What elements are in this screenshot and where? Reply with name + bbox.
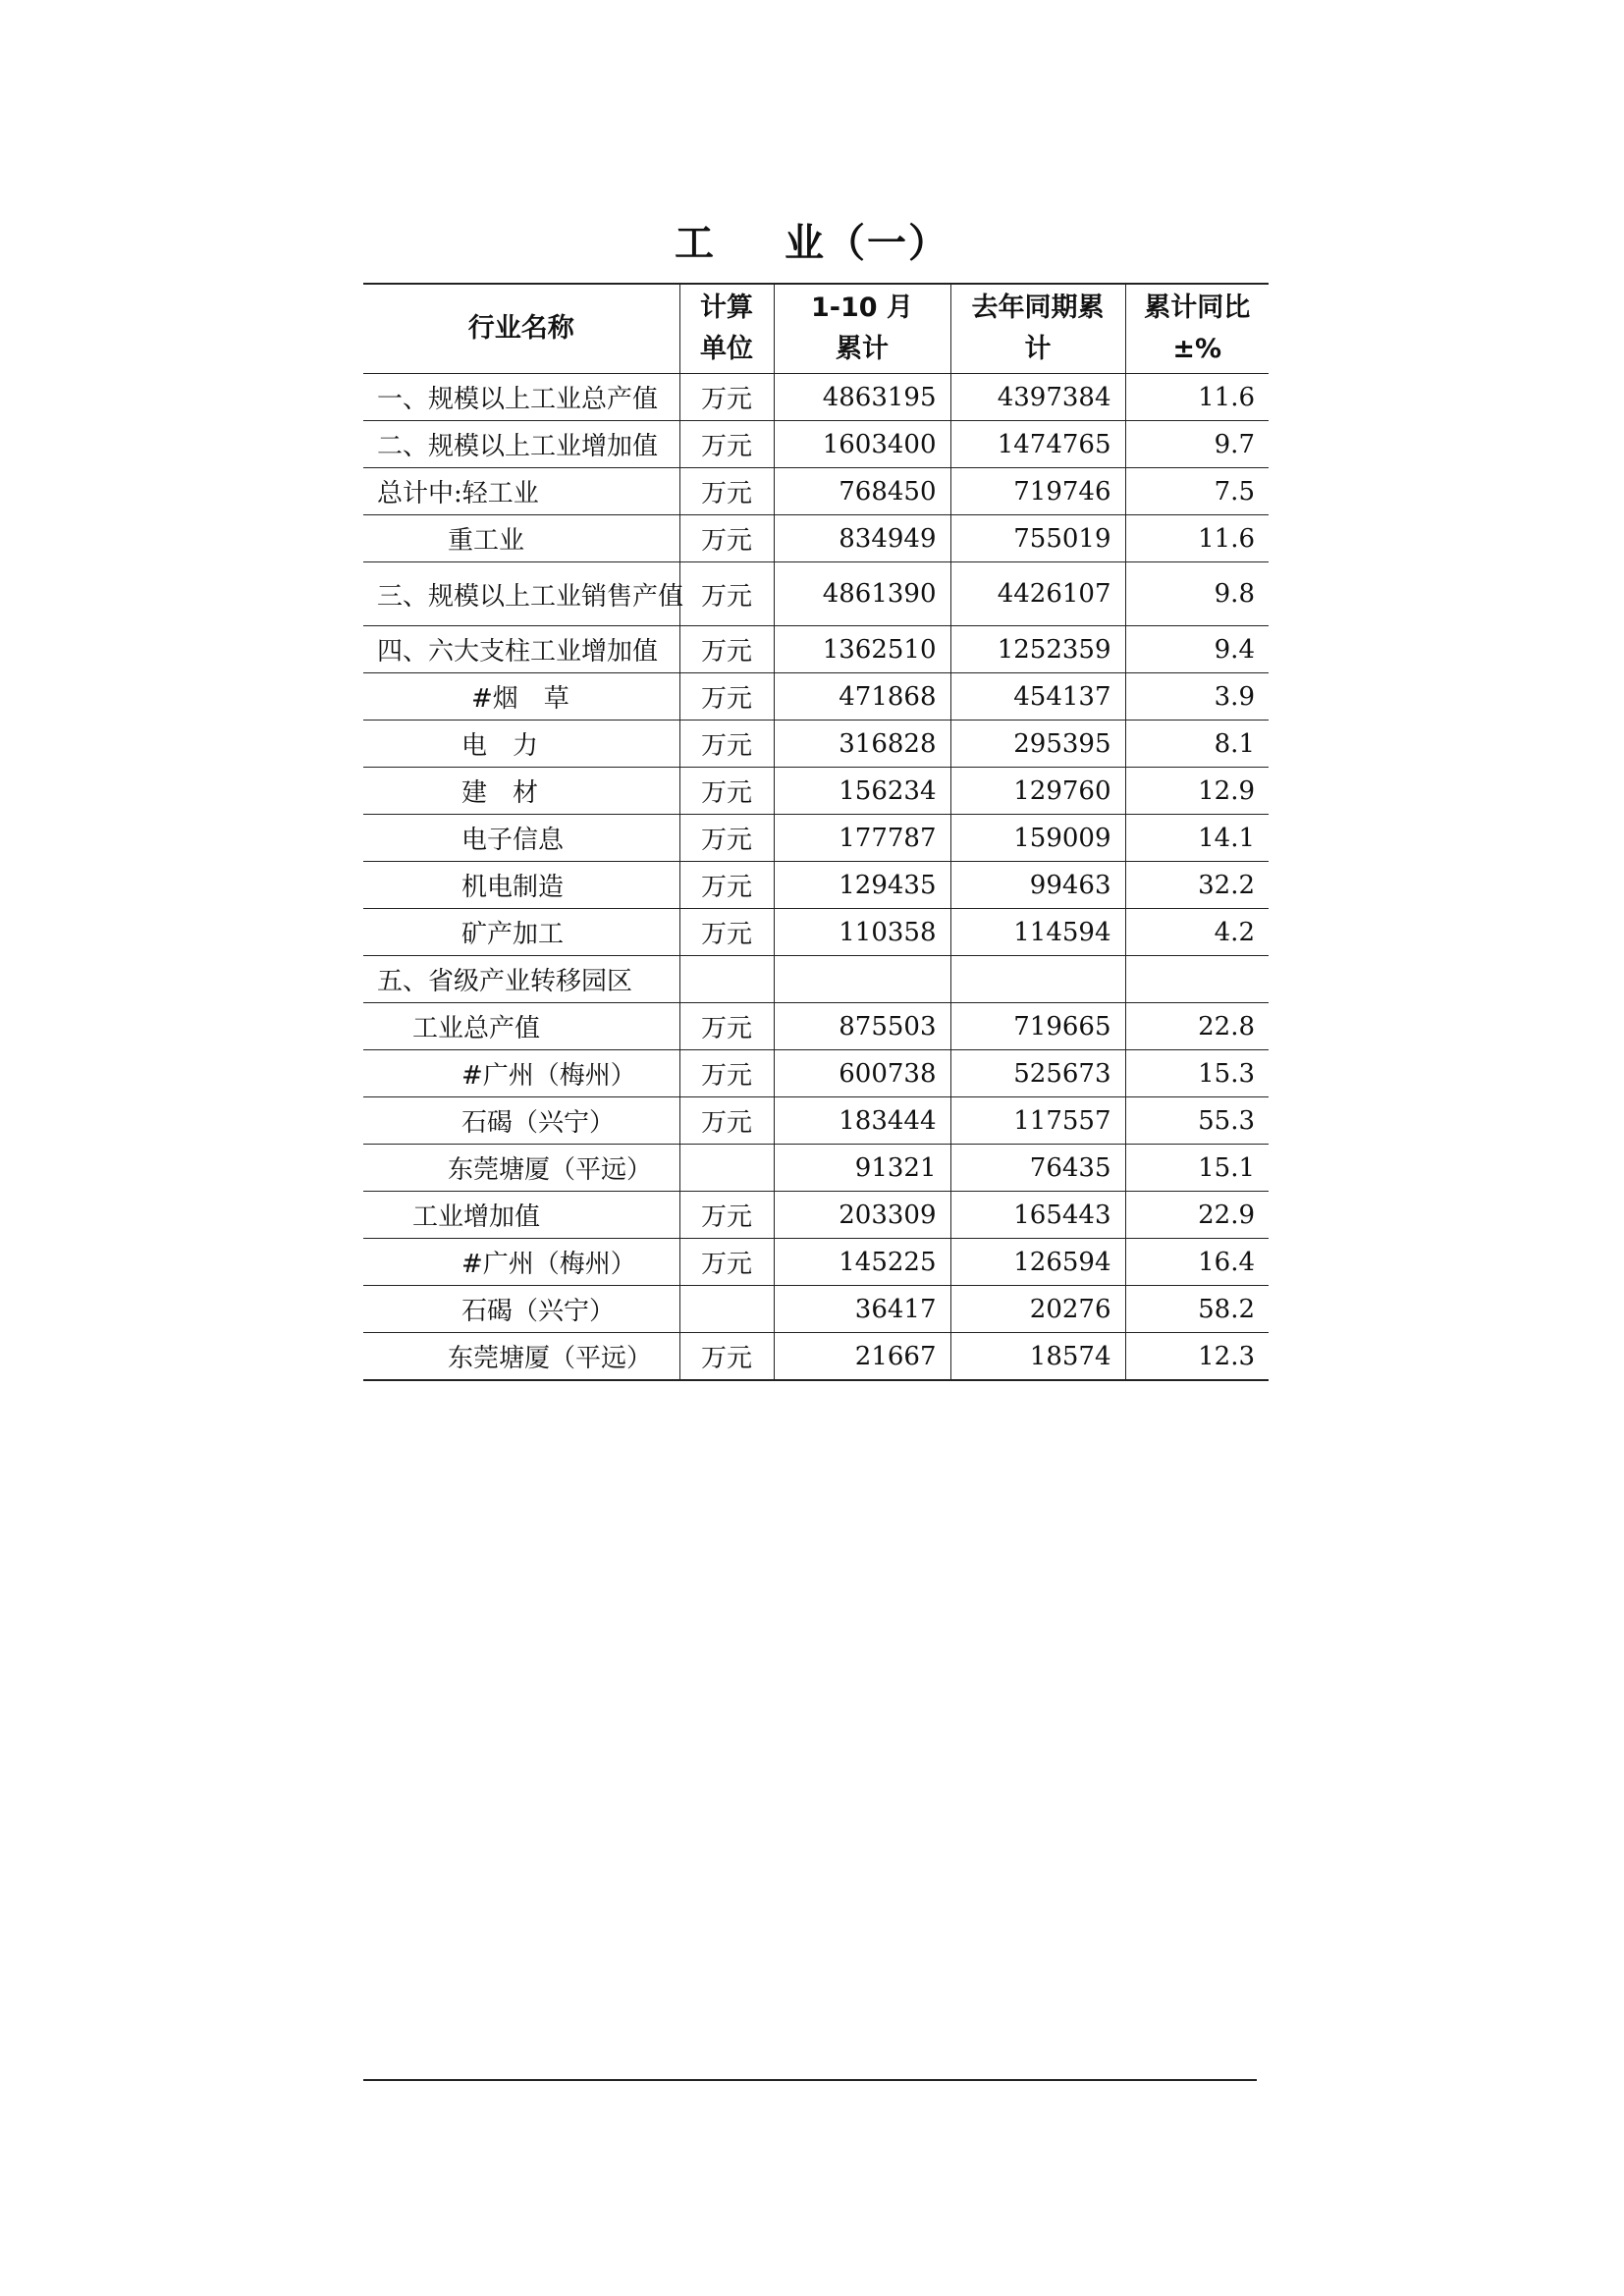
row-name: 东莞塘厦（平远） [363, 1145, 679, 1192]
row-percent: 8.1 [1125, 721, 1269, 768]
row-previous: 4426107 [950, 562, 1125, 626]
table-row [363, 562, 1269, 626]
header-unit: 计算 单位 [679, 284, 774, 374]
row-percent: 12.9 [1125, 768, 1269, 815]
row-current [774, 956, 950, 1003]
row-previous: 4397384 [950, 374, 1125, 421]
table-row [363, 721, 1269, 768]
row-previous [950, 956, 1125, 1003]
row-unit: 万元 [679, 1192, 774, 1239]
row-percent: 3.9 [1125, 673, 1269, 721]
row-unit: 万元 [679, 515, 774, 562]
row-name: #广州（梅州） [363, 1050, 679, 1097]
table-row [363, 1239, 1269, 1286]
row-unit: 万元 [679, 768, 774, 815]
row-name: 机电制造 [363, 862, 679, 909]
row-unit: 万元 [679, 1003, 774, 1050]
row-unit: 万元 [679, 815, 774, 862]
row-unit: 万元 [679, 909, 774, 956]
row-percent: 9.7 [1125, 421, 1269, 468]
table-row [363, 1333, 1269, 1381]
row-current: 316828 [774, 721, 950, 768]
row-current: 4863195 [774, 374, 950, 421]
row-unit: 万元 [679, 721, 774, 768]
header-previous: 去年同期累 计 [950, 284, 1125, 374]
row-unit [679, 956, 774, 1003]
row-current: 177787 [774, 815, 950, 862]
row-unit [679, 1286, 774, 1333]
row-previous: 18574 [950, 1333, 1125, 1381]
row-unit: 万元 [679, 562, 774, 626]
row-name: 东莞塘厦（平远） [363, 1333, 679, 1381]
row-percent: 14.1 [1125, 815, 1269, 862]
row-name: 电 力 [363, 721, 679, 768]
row-name: #广州（梅州） [363, 1239, 679, 1286]
row-previous: 117557 [950, 1097, 1125, 1145]
row-percent: 12.3 [1125, 1333, 1269, 1381]
row-previous: 165443 [950, 1192, 1125, 1239]
row-previous: 454137 [950, 673, 1125, 721]
row-name: 电子信息 [363, 815, 679, 862]
footer-rule [363, 2079, 1257, 2081]
row-current: 471868 [774, 673, 950, 721]
row-current: 36417 [774, 1286, 950, 1333]
row-previous: 525673 [950, 1050, 1125, 1097]
row-current: 600738 [774, 1050, 950, 1097]
table-row [363, 626, 1269, 673]
row-current: 1603400 [774, 421, 950, 468]
row-unit: 万元 [679, 673, 774, 721]
row-previous: 76435 [950, 1145, 1125, 1192]
table-row [363, 956, 1269, 1003]
row-previous: 159009 [950, 815, 1125, 862]
row-current: 1362510 [774, 626, 950, 673]
title-right: 业（一） [785, 221, 949, 266]
row-unit: 万元 [679, 1050, 774, 1097]
row-current: 129435 [774, 862, 950, 909]
row-percent: 55.3 [1125, 1097, 1269, 1145]
row-unit [679, 1145, 774, 1192]
row-name: 重工业 [363, 515, 679, 562]
row-current: 110358 [774, 909, 950, 956]
row-percent: 22.8 [1125, 1003, 1269, 1050]
row-previous: 114594 [950, 909, 1125, 956]
row-percent: 16.4 [1125, 1239, 1269, 1286]
row-name: 总计中:轻工业 [363, 468, 679, 515]
row-percent: 15.1 [1125, 1145, 1269, 1192]
row-current: 156234 [774, 768, 950, 815]
row-current: 183444 [774, 1097, 950, 1145]
industry-stats-table [363, 283, 1269, 1381]
row-name: #烟 草 [363, 673, 679, 721]
table-row [363, 515, 1269, 562]
row-name: 矿产加工 [363, 909, 679, 956]
row-percent: 9.8 [1125, 562, 1269, 626]
row-name: 建 材 [363, 768, 679, 815]
header-name: 行业名称 [363, 284, 679, 374]
table-header-row [363, 284, 1269, 374]
row-name: 石碣（兴宁） [363, 1286, 679, 1333]
row-unit: 万元 [679, 421, 774, 468]
row-name: 工业增加值 [363, 1192, 679, 1239]
table-row [363, 673, 1269, 721]
row-percent: 4.2 [1125, 909, 1269, 956]
row-current: 21667 [774, 1333, 950, 1381]
row-previous: 99463 [950, 862, 1125, 909]
row-previous: 295395 [950, 721, 1125, 768]
row-name: 石碣（兴宁） [363, 1097, 679, 1145]
row-percent: 11.6 [1125, 515, 1269, 562]
title-left: 工 [675, 221, 716, 266]
row-previous: 126594 [950, 1239, 1125, 1286]
page-title [0, 212, 1624, 268]
table-row [363, 468, 1269, 515]
row-previous: 719746 [950, 468, 1125, 515]
row-name: 四、六大支柱工业增加值 [363, 626, 679, 673]
table-row [363, 1192, 1269, 1239]
table-row [363, 374, 1269, 421]
row-name: 五、省级产业转移园区 [363, 956, 679, 1003]
row-previous: 1252359 [950, 626, 1125, 673]
row-unit: 万元 [679, 1333, 774, 1381]
row-unit: 万元 [679, 1239, 774, 1286]
header-percent: 累计同比 ±% [1125, 284, 1269, 374]
row-name: 二、规模以上工业增加值 [363, 421, 679, 468]
row-current: 768450 [774, 468, 950, 515]
row-percent: 11.6 [1125, 374, 1269, 421]
row-previous: 20276 [950, 1286, 1125, 1333]
table-row [363, 1050, 1269, 1097]
row-percent: 22.9 [1125, 1192, 1269, 1239]
header-current: 1-10 月 累计 [774, 284, 950, 374]
row-name: 一、规模以上工业总产值 [363, 374, 679, 421]
row-unit: 万元 [679, 374, 774, 421]
row-current: 203309 [774, 1192, 950, 1239]
row-previous: 1474765 [950, 421, 1125, 468]
row-current: 875503 [774, 1003, 950, 1050]
row-current: 4861390 [774, 562, 950, 626]
table-row [363, 862, 1269, 909]
row-current: 834949 [774, 515, 950, 562]
row-percent: 32.2 [1125, 862, 1269, 909]
row-percent [1125, 956, 1269, 1003]
table-row [363, 1286, 1269, 1333]
row-percent: 15.3 [1125, 1050, 1269, 1097]
table-row [363, 768, 1269, 815]
table-row [363, 1097, 1269, 1145]
row-previous: 719665 [950, 1003, 1125, 1050]
row-name: 工业总产值 [363, 1003, 679, 1050]
row-percent: 58.2 [1125, 1286, 1269, 1333]
table-row [363, 421, 1269, 468]
row-name: 三、规模以上工业销售产值 [363, 562, 679, 626]
row-percent: 9.4 [1125, 626, 1269, 673]
row-unit: 万元 [679, 1097, 774, 1145]
row-previous: 129760 [950, 768, 1125, 815]
row-percent: 7.5 [1125, 468, 1269, 515]
row-unit: 万元 [679, 468, 774, 515]
row-unit: 万元 [679, 862, 774, 909]
table-row [363, 1145, 1269, 1192]
row-previous: 755019 [950, 515, 1125, 562]
table-row [363, 1003, 1269, 1050]
row-current: 145225 [774, 1239, 950, 1286]
table-row [363, 815, 1269, 862]
row-unit: 万元 [679, 626, 774, 673]
table-row [363, 909, 1269, 956]
row-current: 91321 [774, 1145, 950, 1192]
